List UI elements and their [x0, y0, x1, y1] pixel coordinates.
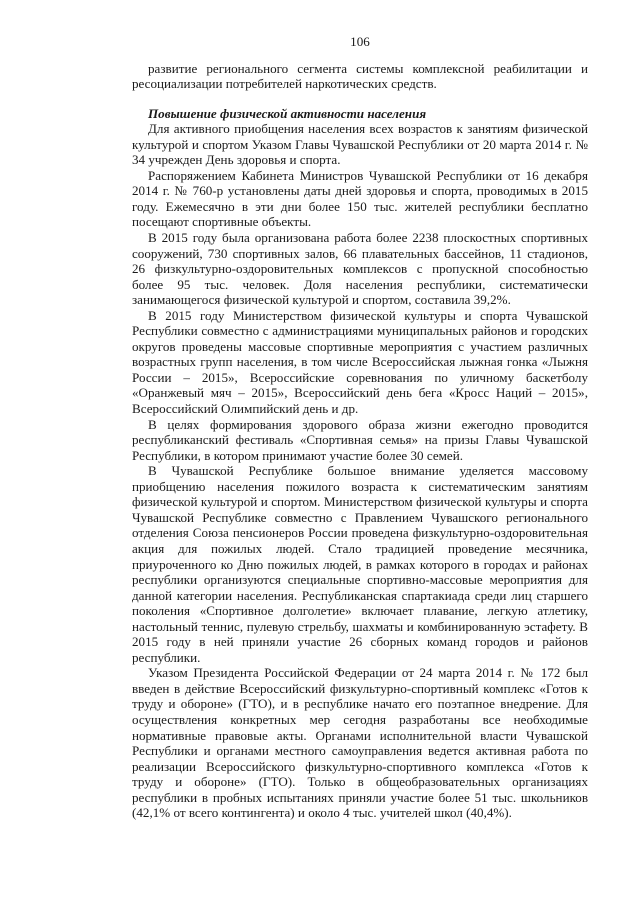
body-paragraph-2: Распоряжением Кабинета Министров Чувашской Республики от 16 декабря 2014 г. № 760-р установлены даты дней здоровья и спорта, проводимых в 2015 году. Ежемесячно в эти дни более 150 тыс. жителей республики бесплатно посещают спортивные объекты. — [132, 167, 588, 230]
page-number: 106 — [350, 34, 370, 49]
intro-paragraph: развитие регионального сегмента системы комплексной реабилитации и ресоциализации потребителей наркотических средств. — [132, 60, 588, 92]
document-page — [132, 34, 588, 821]
body-paragraph-3: В 2015 году была организована работа более 2238 плоскостных спортивных сооружений, 730 спортивных залов, 66 плавательных бассейнов, 11 стадионов, 26 физкультурно-оздоровительных комплексов с пропускной способностью более 95 тыс. человек. Доля населения республики, систематически занимающегося физической культурой и спортом, составила 39,2%. — [132, 230, 588, 308]
body-paragraph-7: Указом Президента Российской Федерации от 24 марта 2014 г. № 172 был введен в действие Всероссийский физкультурно-спортивный комплекс «Готов к труду и обороне» (ГТО), и в республике начато его поэтапное внедрение. Для осуществления конкретных мер сегодня разработаны все необходимые нормативные правовые акты. Органами исполнительной власти Чувашской Республики и органами местного самоуправления ведется активная работа по реализации Всероссийского физкультурно-спортивного комплекса «Готов к труду и обороне» (ГТО). Только в общеобразовательных организациях республики в пробных испытаниях приняли участие более 51 тыс. школьников (42,1% от всего контингента) и около 4 тыс. учителей школ (40,4%). — [132, 665, 588, 821]
body-paragraph-1: Для активного приобщения населения всех возрастов к занятиям физической культурой и спортом Указом Главы Чувашской Республики от 20 марта 2014 г. № 34 учрежден День здоровья и спорта. — [132, 121, 588, 168]
body-paragraph-4: В 2015 году Министерством физической культуры и спорта Чувашской Республики совместно с администрациями муниципальных районов и городских округов проведены массовые спортивные мероприятия с участием различных возрастных групп населения, в том числе Всероссийская лыжная гонка «Лыжня России – 2015», Всероссийские соревнования по уличному баскетболу «Оранжевый мяч – 2015», Всероссийский день бега «Кросс Наций – 2015», Всероссийский Олимпийский день и др. — [132, 307, 588, 417]
section-heading: Повышение физической активности населения — [148, 105, 427, 121]
body-paragraph-5: В целях формирования здорового образа жизни ежегодно проводится республиканский фестиваль «Спортивная семья» на призы Главы Чувашской Республики, в котором принимают участие более 30 семей. — [132, 416, 588, 463]
body-paragraph-6: В Чувашской Республике большое внимание уделяется массовому приобщению населения пожилого возраста к систематическим занятиям физической культурой и спортом. Министерством физической культуры и спорта Чувашской Республике совместно с Правлением Чувашского регионального отделения Союза пенсионеров России проведена физкультурно-оздоровительная акция для пожилых людей. Стало традицией проведение месячника, приуроченного ко Дню пожилых людей, в рамках которого в городах и районах республики организуются специальные спортивно-массовые мероприятия для данной категории населения. Республиканская спартакиада среди лиц старшего поколения «Спортивное долголетие» включает плавание, легкую атлетику, настольный теннис, пулевую стрельбу, шахматы и комбинированную эстафету. В 2015 году в ней приняли участие 26 сборных команд городов и районов республики. — [132, 463, 588, 665]
